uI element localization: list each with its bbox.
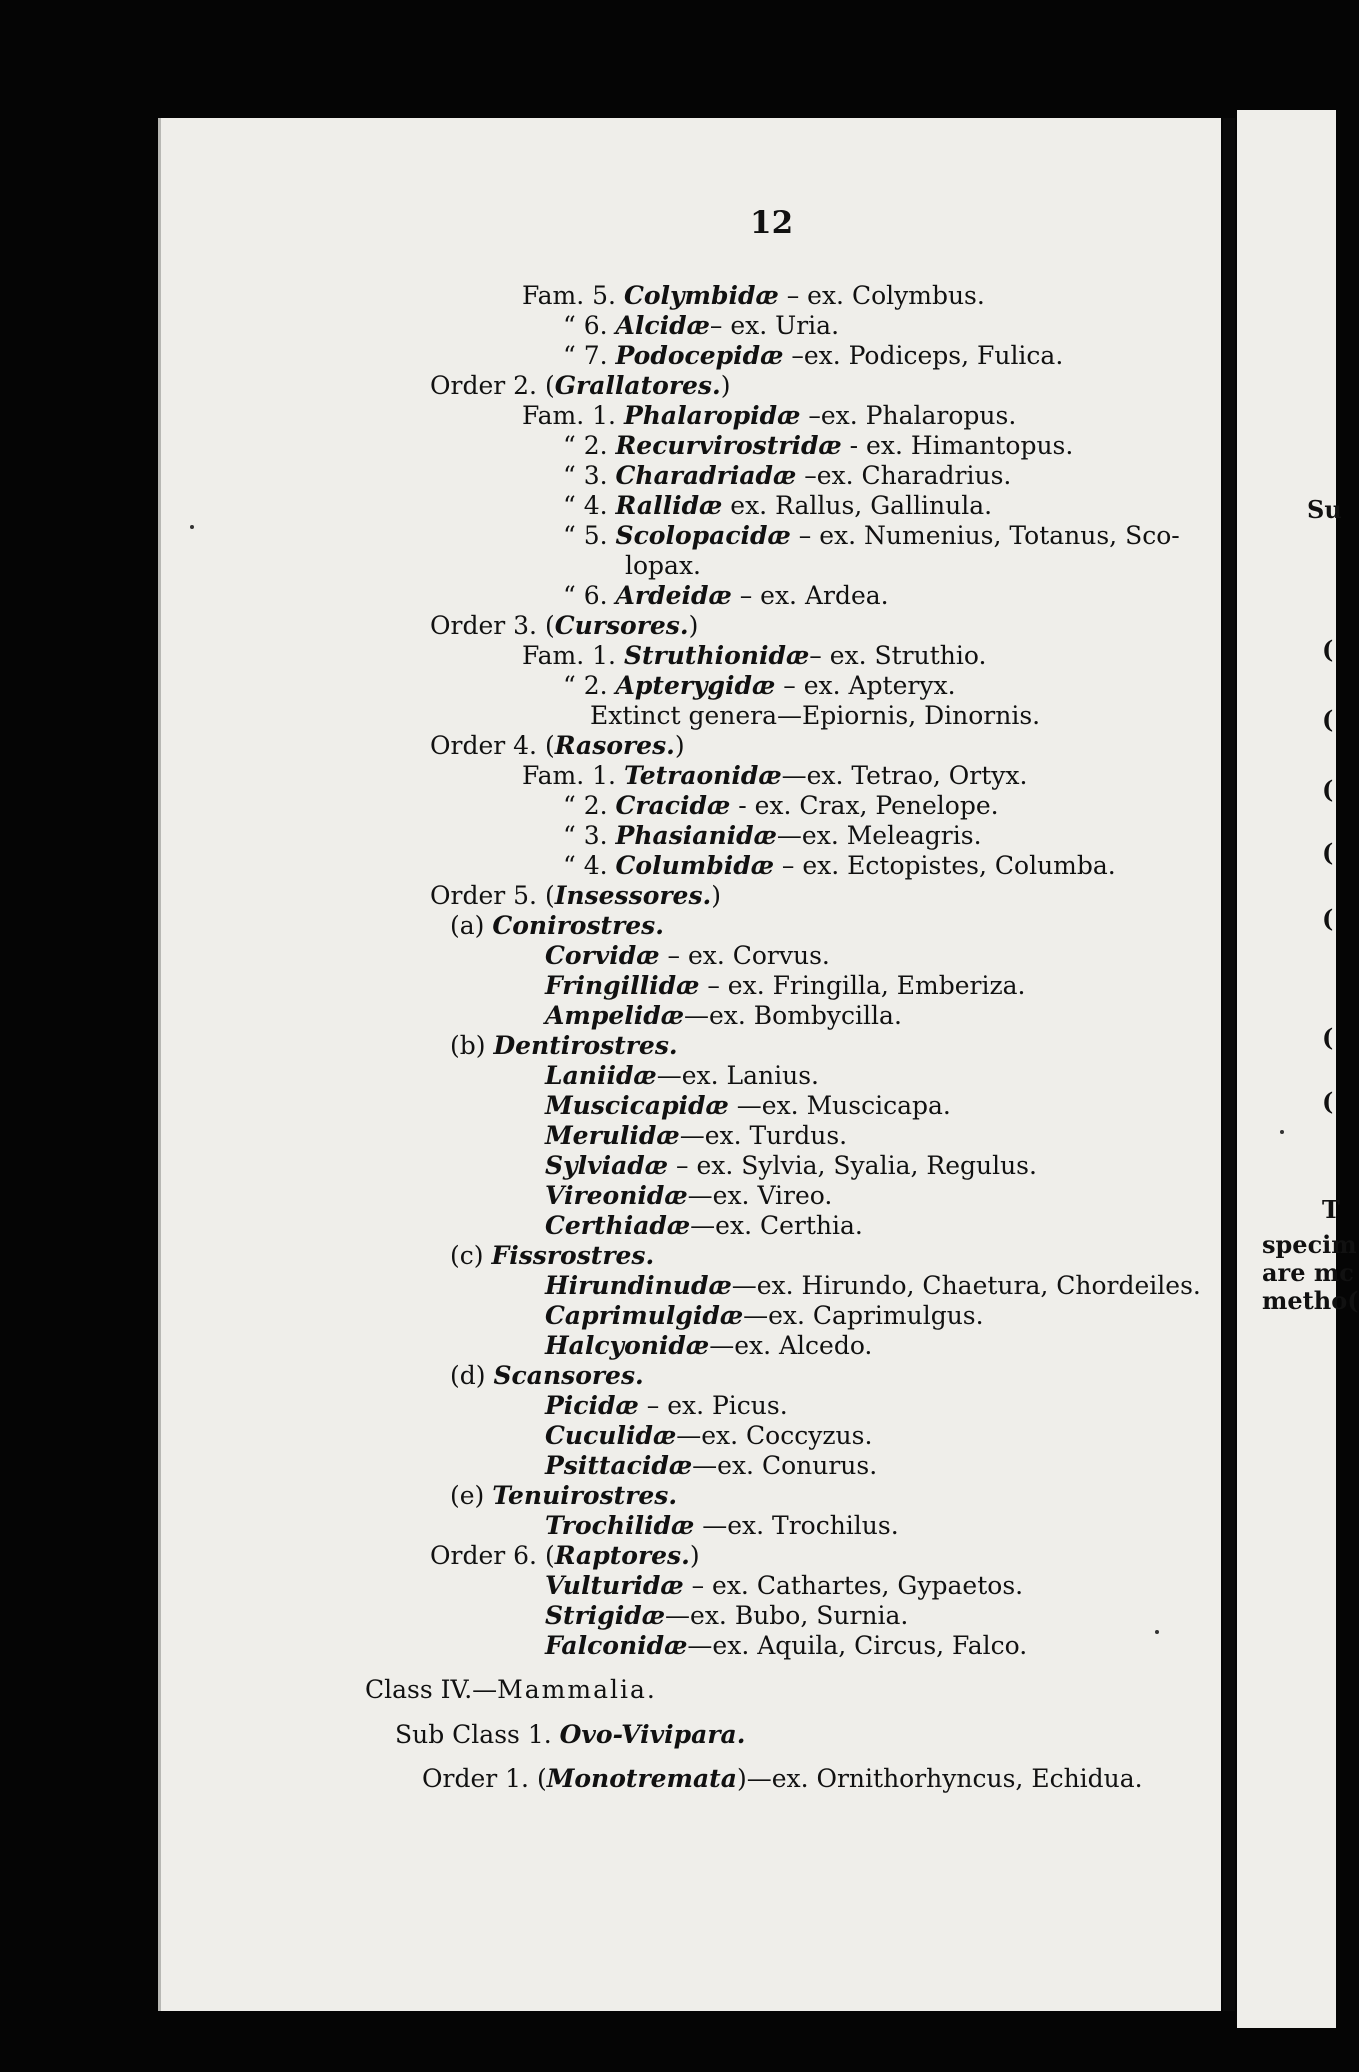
list-line (545, 1211, 863, 1241)
taxon-name: Recurvirostridæ (615, 431, 842, 460)
line-prefix: “ 4. (563, 491, 616, 520)
taxon-name: Grallatores. (554, 371, 721, 400)
list-line (545, 971, 1026, 1001)
taxon-name: Fissrostres. (491, 1241, 655, 1270)
list-line (365, 1675, 657, 1705)
list-line (395, 1720, 745, 1750)
line-example: – ex. Picus. (638, 1391, 788, 1420)
line-prefix: Order 5. ( (430, 881, 555, 910)
line-example: ) (689, 1541, 700, 1570)
taxon-name: Apterygidæ (615, 671, 776, 700)
line-example: )—ex. Ornithorhyncus, Echidua. (736, 1764, 1143, 1793)
list-line (545, 1631, 1027, 1661)
line-prefix: Fam. 5. (522, 281, 624, 310)
list-line (563, 821, 982, 851)
line-example: —ex. Lanius. (656, 1061, 819, 1090)
line-example: –ex. Phalaropus. (800, 401, 1017, 430)
list-line (522, 641, 986, 671)
line-prefix: Order 6. ( (430, 1541, 555, 1570)
list-line (522, 401, 1016, 431)
line-example: - ex. Crax, Penelope. (730, 791, 999, 820)
list-line (590, 701, 1040, 731)
list-line (563, 791, 999, 821)
list-line (450, 911, 664, 941)
taxon-name: Merulidæ (545, 1121, 680, 1150)
next-page-fragment: ( (1322, 775, 1334, 804)
list-line (545, 1331, 872, 1361)
list-line (563, 431, 1073, 461)
taxon-name: Muscicapidæ (545, 1091, 729, 1120)
line-example: – ex. Apteryx. (775, 671, 956, 700)
line-example: – ex. Sylvia, Syalia, Regulus. (668, 1151, 1037, 1180)
next-page-fragment: ( (1322, 1023, 1334, 1052)
next-page-fragment: ( (1322, 705, 1334, 734)
taxon-name: Strigidæ (545, 1601, 666, 1630)
list-line (545, 1451, 877, 1481)
next-page-fragment: ( (1322, 904, 1334, 933)
line-example: ) (674, 731, 685, 760)
list-line (545, 1301, 984, 1331)
taxon-name: Tenuirostres. (492, 1481, 678, 1510)
taxon-name: Vulturidæ (545, 1571, 684, 1600)
line-example: – ex. Ectopistes, Columba. (773, 851, 1116, 880)
line-example: —ex. Caprimulgus. (743, 1301, 984, 1330)
list-line (545, 1121, 847, 1151)
line-example: ex. Rallus, Gallinula. (722, 491, 993, 520)
line-example: —ex. Bombycilla. (684, 1001, 902, 1030)
taxon-name: Sylviadæ (545, 1151, 669, 1180)
list-line (545, 1091, 951, 1121)
line-prefix: “ 3. (563, 821, 616, 850)
line-example: – ex. Uria. (709, 311, 840, 340)
line-prefix: (a) (450, 911, 493, 940)
ink-speck (1155, 1630, 1159, 1634)
list-line (545, 1571, 1023, 1601)
list-line (563, 671, 956, 701)
line-prefix: Class IV.— (365, 1675, 498, 1704)
list-line (545, 1271, 1201, 1301)
taxon-name: Columbidæ (615, 851, 774, 880)
line-example: —ex. Trochilus. (694, 1511, 899, 1540)
next-page-fragment: ( (1322, 1087, 1334, 1116)
list-line (545, 1001, 902, 1031)
line-example: ) (720, 371, 731, 400)
line-prefix: “ 2. (563, 431, 616, 460)
line-prefix: (d) (450, 1361, 494, 1390)
line-prefix: Fam. 1. (522, 761, 624, 790)
line-prefix: “ 5. (563, 521, 616, 550)
next-page-fragment: metho( (1262, 1286, 1359, 1315)
page-number: 12 (750, 205, 794, 241)
taxon-name: Alcidæ (615, 311, 710, 340)
taxon-name: Raptores. (554, 1541, 690, 1570)
next-page-fragment: ( (1322, 635, 1334, 664)
taxon-name: Cuculidæ (545, 1421, 677, 1450)
line-prefix: (c) (450, 1241, 492, 1270)
taxon-name: Rallidæ (615, 491, 723, 520)
list-line (430, 1541, 700, 1571)
line-example: –ex. Charadrius. (796, 461, 1012, 490)
line-example: – ex. Fringilla, Emberiza. (699, 971, 1026, 1000)
ink-speck (1280, 1130, 1284, 1134)
line-prefix: “ 2. (563, 791, 616, 820)
line-prefix: Sub Class 1. (395, 1720, 560, 1749)
list-line (545, 1151, 1037, 1181)
taxon-name: Phasianidæ (615, 821, 777, 850)
line-prefix: “ 3. (563, 461, 616, 490)
taxon-name: Vireonidæ (545, 1181, 688, 1210)
taxon-name: Rasores. (554, 731, 675, 760)
list-line (545, 941, 830, 971)
line-example: – ex. Struthio. (809, 641, 987, 670)
taxon-name: Tetraonidæ (623, 761, 782, 790)
line-example: – ex. Ardea. (731, 581, 889, 610)
taxon-name: Ampelidæ (545, 1001, 685, 1030)
taxon-name: Hirundinudæ (545, 1271, 732, 1300)
class-name: Mammalia. (497, 1675, 657, 1704)
taxon-name: Psittacidæ (545, 1451, 693, 1480)
taxon-name: Insessores. (554, 881, 712, 910)
line-prefix: Order 1. ( (422, 1764, 547, 1793)
line-prefix: Order 4. ( (430, 731, 555, 760)
line-example: —ex. Turdus. (679, 1121, 848, 1150)
list-line (563, 491, 992, 521)
taxon-name: Monotremata (546, 1764, 737, 1793)
taxon-name: Phalaropidæ (623, 401, 801, 430)
line-example: —ex. Meleagris. (776, 821, 982, 850)
list-line (430, 731, 685, 761)
list-line (545, 1421, 872, 1451)
page-right-partial (1237, 110, 1336, 2028)
ink-speck (190, 525, 194, 529)
line-prefix: lopax. (625, 551, 702, 580)
next-page-fragment: Su (1307, 495, 1342, 524)
list-line (563, 851, 1116, 881)
line-example: —ex. Hirundo, Chaetura, Chordeiles. (731, 1271, 1201, 1300)
list-line (450, 1241, 654, 1271)
taxon-name: Struthionidæ (623, 641, 810, 670)
line-example: —ex. Certhia. (690, 1211, 863, 1240)
taxon-name: Cracidæ (615, 791, 731, 820)
taxon-name: Dentirostres. (493, 1031, 678, 1060)
line-example: —ex. Bubo, Surnia. (665, 1601, 909, 1630)
list-line (545, 1511, 899, 1541)
taxon-name: Certhiadæ (545, 1211, 691, 1240)
list-line (563, 311, 839, 341)
taxon-name: Colymbidæ (623, 281, 779, 310)
line-example: –ex. Podiceps, Fulica. (783, 341, 1064, 370)
taxon-name: Ardeidæ (615, 581, 732, 610)
line-prefix: Extinct genera—Epiornis, Dinornis. (590, 701, 1041, 730)
line-prefix: Order 3. ( (430, 611, 555, 640)
list-line (450, 1481, 677, 1511)
list-line (450, 1031, 678, 1061)
line-prefix: (b) (450, 1031, 494, 1060)
taxon-name: Fringillidæ (545, 971, 700, 1000)
taxon-name: Halcyonidæ (545, 1331, 710, 1360)
line-example: – ex. Corvus. (659, 941, 830, 970)
list-line (545, 1601, 908, 1631)
list-line (545, 1391, 788, 1421)
next-page-fragment: specim (1262, 1230, 1357, 1259)
list-line (563, 461, 1011, 491)
taxon-name: Trochilidæ (545, 1511, 695, 1540)
page-gutter-shadow (1223, 118, 1235, 2011)
list-line (450, 1361, 644, 1391)
taxon-name: Podocepidæ (615, 341, 784, 370)
next-page-fragment: are mc (1262, 1258, 1354, 1287)
line-prefix: “ 6. (563, 581, 616, 610)
taxon-name: Laniidæ (545, 1061, 657, 1090)
taxon-name: Caprimulgidæ (545, 1301, 744, 1330)
line-prefix: Fam. 1. (522, 401, 624, 430)
line-prefix: (e) (450, 1481, 493, 1510)
line-prefix: “ 4. (563, 851, 616, 880)
line-example: —ex. Aquila, Circus, Falco. (687, 1631, 1028, 1660)
line-example: —ex. Tetrao, Ortyx. (781, 761, 1028, 790)
taxon-name: Conirostres. (492, 911, 664, 940)
taxon-name: Ovo-Vivipara. (559, 1720, 746, 1749)
taxon-name: Cursores. (554, 611, 689, 640)
list-line (522, 281, 985, 311)
line-example: – ex. Colymbus. (778, 281, 985, 310)
taxon-name: Charadriadæ (615, 461, 797, 490)
line-prefix: “ 7. (563, 341, 616, 370)
taxon-name: Falconidæ (545, 1631, 688, 1660)
list-line (522, 761, 1027, 791)
line-example: —ex. Muscicapa. (728, 1091, 951, 1120)
line-example: —ex. Conurus. (692, 1451, 878, 1480)
list-line (422, 1764, 1143, 1794)
list-line (563, 341, 1063, 371)
line-example: ) (711, 881, 721, 910)
line-example: ) (688, 611, 699, 640)
line-prefix: Fam. 1. (522, 641, 624, 670)
taxon-name: Corvidæ (545, 941, 660, 970)
list-line (563, 521, 1180, 551)
list-line (625, 551, 701, 581)
taxon-name: Scansores. (493, 1361, 644, 1390)
taxon-name: Picidæ (545, 1391, 639, 1420)
next-page-fragment: ( (1322, 838, 1334, 867)
list-line (563, 581, 889, 611)
list-line (430, 611, 698, 641)
line-prefix: “ 6. (563, 311, 616, 340)
line-example: – ex. Cathartes, Gypaetos. (683, 1571, 1024, 1600)
line-example: —ex. Vireo. (687, 1181, 833, 1210)
line-example: —ex. Coccyzus. (676, 1421, 873, 1450)
list-line (430, 371, 730, 401)
line-example: —ex. Alcedo. (709, 1331, 873, 1360)
next-page-fragment: T (1322, 1195, 1340, 1224)
line-example: - ex. Himantopus. (841, 431, 1074, 460)
line-prefix: Order 2. ( (430, 371, 555, 400)
list-line (545, 1181, 832, 1211)
list-line (430, 881, 721, 911)
taxon-name: Scolopacidæ (615, 521, 791, 550)
list-line (545, 1061, 819, 1091)
line-example: – ex. Numenius, Totanus, Sco- (790, 521, 1180, 550)
line-prefix: “ 2. (563, 671, 616, 700)
